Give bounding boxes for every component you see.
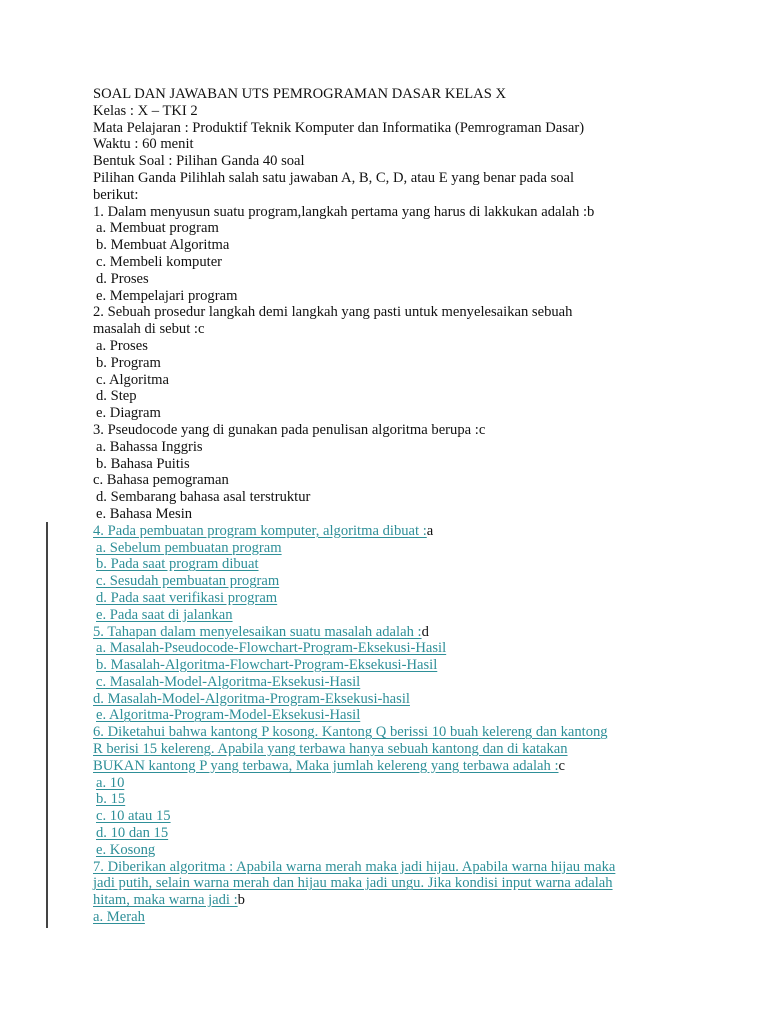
line-text: a. Bahassa Inggris	[96, 438, 203, 455]
line-text: berikut:	[93, 186, 139, 203]
document-line	[93, 892, 653, 909]
line-text: e. Bahasa Mesin	[96, 505, 193, 522]
linked-text[interactable]: 4. Pada pembuatan program komputer, algoritma dibuat :	[93, 522, 427, 539]
line-text: SOAL DAN JAWABAN UTS PEMROGRAMAN DASAR KELAS X	[93, 86, 507, 102]
document-line	[93, 842, 653, 859]
document-line	[93, 791, 653, 808]
document-line	[93, 422, 653, 439]
linked-text[interactable]: a. Merah	[93, 909, 145, 926]
answer-key: c	[558, 757, 565, 774]
document-line	[93, 204, 653, 221]
document-line	[93, 808, 653, 825]
document-line	[93, 540, 653, 557]
linked-text[interactable]: d. Masalah-Model-Algoritma-Program-Eksekusi-hasil	[93, 690, 410, 707]
document-line	[93, 775, 653, 792]
document-line	[93, 909, 653, 926]
answer-key: b	[237, 892, 245, 909]
document-line	[93, 405, 653, 422]
document-line	[93, 237, 653, 254]
line-text: d. Proses	[96, 270, 149, 287]
document-line	[93, 506, 653, 523]
document-line	[93, 640, 653, 657]
linked-text[interactable]: 5. Tahapan dalam menyelesaikan suatu masalah adalah :	[93, 623, 422, 640]
linked-text[interactable]: a. Masalah-Pseudocode-Flowchart-Program-Eksekusi-Hasil	[96, 640, 447, 657]
document-line	[93, 573, 653, 590]
linked-text[interactable]: BUKAN kantong P yang terbawa, Maka jumlah kelereng yang terbawa adalah :	[93, 757, 559, 774]
document-line	[93, 388, 653, 405]
line-text: 1. Dalam menyusun suatu program,langkah pertama yang harus di lakkukan adalah :b	[93, 203, 595, 220]
linked-text[interactable]: b. Pada saat program dibuat	[96, 556, 259, 573]
line-text: a. Proses	[96, 337, 148, 354]
line-text: Pilihan Ganda Pilihlah salah satu jawaban A, B, C, D, atau E yang benar pada soal	[93, 169, 575, 186]
document-line	[93, 120, 653, 137]
linked-text[interactable]: jadi putih, selain warna merah dan hijau maka jadi ungu. Jika kondisi input warna adalah	[93, 875, 613, 892]
line-text: e. Diagram	[96, 405, 161, 422]
document-line	[93, 657, 653, 674]
line-text: 3. Pseudocode yang di gunakan pada penulisan algoritma berupa :c	[93, 421, 486, 438]
document-line	[93, 439, 653, 456]
document-line	[93, 136, 653, 153]
linked-text[interactable]: 6. Diketahui bahwa kantong P kosong. Kantong Q berissi 10 buah kelereng dan kantong	[93, 724, 608, 741]
line-text: b. Bahasa Puitis	[96, 455, 190, 472]
document-line	[93, 875, 653, 892]
document-line	[93, 489, 653, 506]
line-text: c. Algoritma	[96, 371, 169, 388]
document-title	[93, 86, 653, 103]
document-line	[93, 724, 653, 741]
linked-text[interactable]: R berisi 15 kelereng. Apabila yang terbawa hanya sebuah kantong dan di katakan	[93, 741, 568, 758]
document-line	[93, 691, 653, 708]
document-line	[93, 707, 653, 724]
line-text: a. Membuat program	[96, 220, 219, 237]
line-text: masalah di sebut :c	[93, 321, 205, 338]
document-line	[93, 271, 653, 288]
document-line	[93, 187, 653, 204]
line-text: c. Bahasa pemograman	[93, 472, 229, 489]
line-text: b. Membuat Algoritma	[96, 237, 230, 254]
linked-text[interactable]: c. 10 atau 15	[96, 808, 171, 825]
document-line	[93, 607, 653, 624]
answer-key: d	[421, 623, 429, 640]
linked-text[interactable]: b. 15	[96, 791, 126, 808]
document-line	[93, 758, 653, 775]
document-line	[93, 170, 653, 187]
linked-text[interactable]: e. Kosong	[96, 841, 156, 858]
document-line	[93, 741, 653, 758]
document-line	[93, 590, 653, 607]
linked-text[interactable]: 7. Diberikan algoritma : Apabila warna merah maka jadi hijau. Apabila warna hijau maka	[93, 858, 616, 875]
document-line	[93, 103, 653, 120]
document-line	[93, 338, 653, 355]
line-text: Waktu : 60 menit	[93, 136, 194, 153]
document-line	[93, 304, 653, 321]
document-line	[93, 220, 653, 237]
line-text: Mata Pelajaran : Produktif Teknik Komputer dan Informatika (Pemrograman Dasar)	[93, 119, 585, 136]
line-text: Kelas : X – TKI 2	[93, 102, 198, 119]
linked-text[interactable]: e. Algoritma-Program-Model-Eksekusi-Hasil	[96, 707, 361, 724]
line-text: Bentuk Soal : Pilihan Ganda 40 soal	[93, 153, 305, 170]
answer-key: a	[426, 522, 434, 539]
document-line	[93, 456, 653, 473]
document-line	[93, 825, 653, 842]
line-text: e. Mempelajari program	[96, 287, 238, 304]
change-bar	[46, 522, 48, 928]
document-line	[93, 372, 653, 389]
line-text: d. Step	[96, 388, 137, 405]
document-line	[93, 153, 653, 170]
linked-text[interactable]: c. Masalah-Model-Algoritma-Eksekusi-Hasil	[96, 673, 361, 690]
line-text: c. Membeli komputer	[96, 253, 223, 270]
document-body	[93, 86, 653, 926]
linked-text[interactable]: hitam, maka warna jadi :	[93, 892, 238, 909]
document-line	[93, 472, 653, 489]
linked-text[interactable]: a. Sebelum pembuatan program	[96, 539, 282, 556]
linked-text[interactable]: c. Sesudah pembuatan program	[96, 573, 280, 590]
linked-text[interactable]: e. Pada saat di jalankan	[96, 606, 233, 623]
linked-text[interactable]: b. Masalah-Algoritma-Flowchart-Program-Eksekusi-Hasil	[96, 657, 438, 674]
document-line	[93, 355, 653, 372]
document-line	[93, 556, 653, 573]
line-text: b. Program	[96, 354, 161, 371]
document-line	[93, 859, 653, 876]
document-line	[93, 624, 653, 641]
line-text: 2. Sebuah prosedur langkah demi langkah yang pasti untuk menyelesaikan sebuah	[93, 304, 573, 321]
document-line	[93, 288, 653, 305]
document-line	[93, 523, 653, 540]
linked-text[interactable]: d. Pada saat verifikasi program	[96, 589, 278, 606]
line-text: d. Sembarang bahasa asal terstruktur	[96, 489, 311, 506]
document-line	[93, 674, 653, 691]
linked-text[interactable]: a. 10	[96, 774, 125, 791]
document-line	[93, 254, 653, 271]
document-line	[93, 321, 653, 338]
linked-text[interactable]: d. 10 dan 15	[96, 825, 169, 842]
